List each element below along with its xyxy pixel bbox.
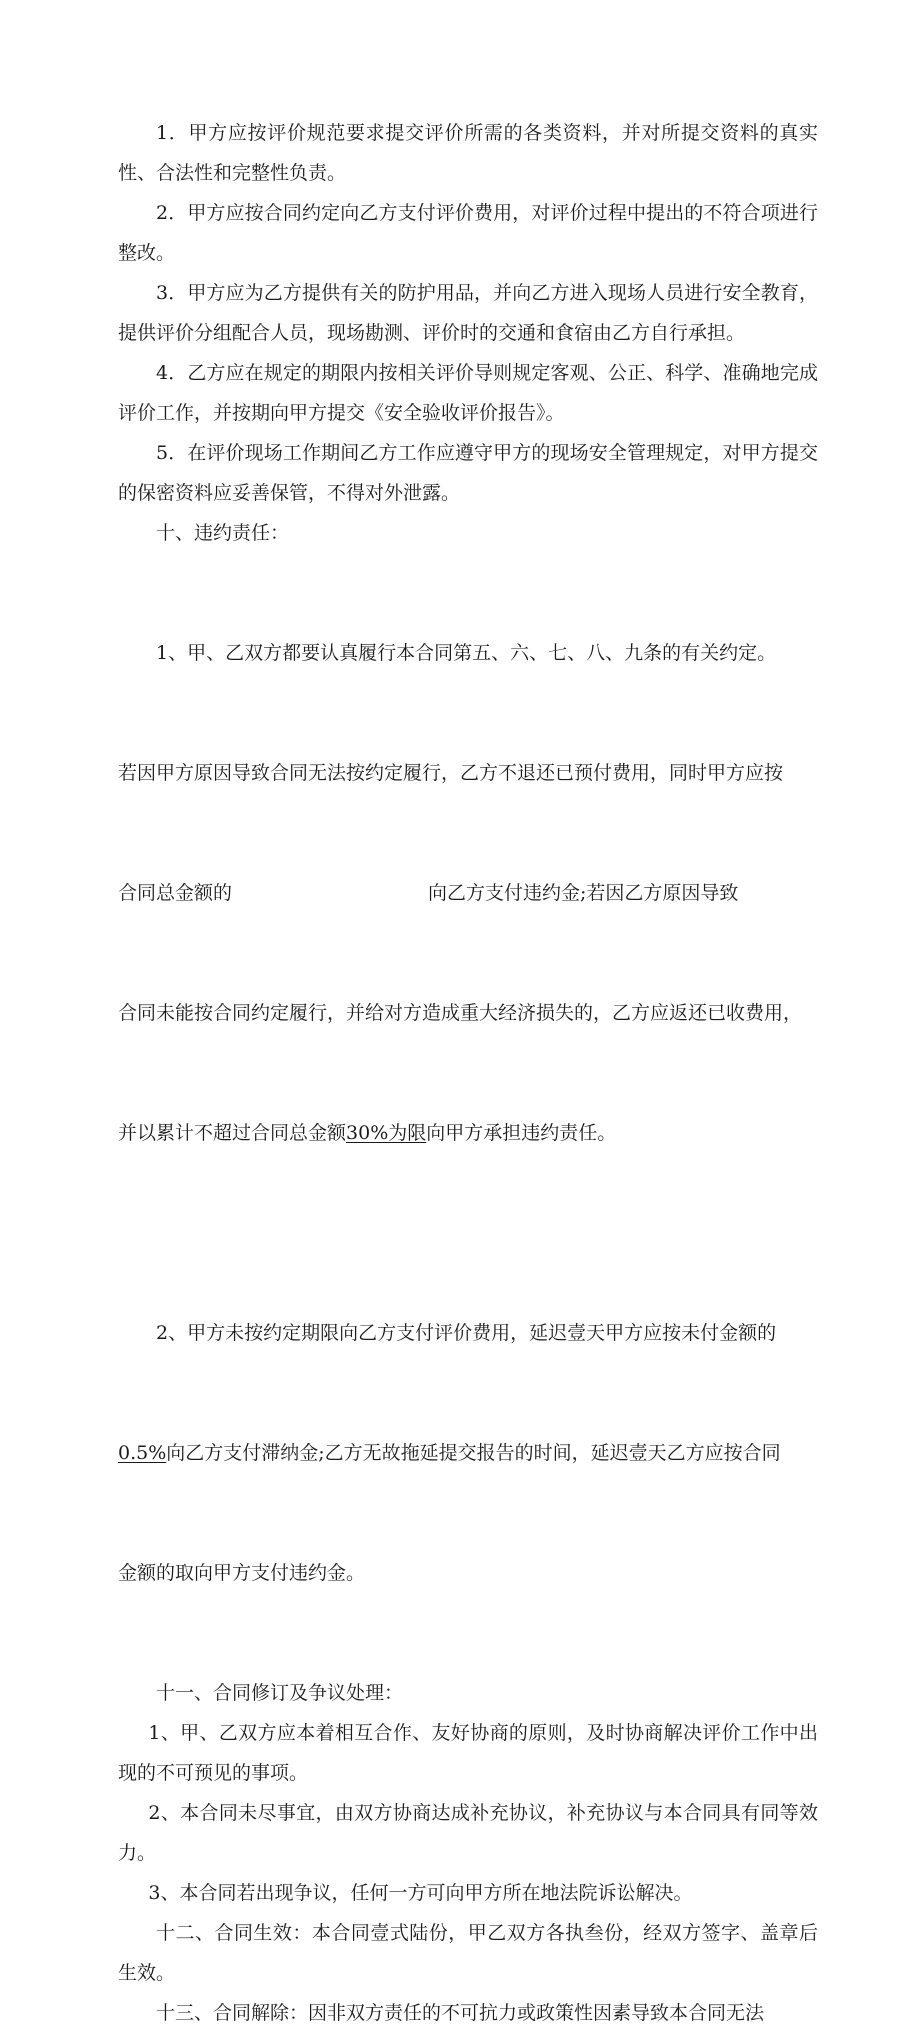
clause-9-4: 4．乙方应在规定的期限内按相关评价导则规定客观、公正、科学、准确地完成评价工作，并按期向甲方提交《安全验收评价报告》。 bbox=[118, 362, 818, 424]
clause-9-1: 1．甲方应按评价规范要求提交评价所需的各类资料，并对所提交资料的真实性、合法性和完整性负责。 bbox=[118, 122, 818, 184]
clause-11-1: 1、甲、乙双方应本着相互合作、友好协商的原则，及时协商解决评价工作中出现的不可预见的事项。 bbox=[118, 1722, 818, 1784]
clause-10-2 bbox=[118, 1233, 818, 1673]
clause-10-1-line-1: 1、甲、乙双方都要认真履行本合同第五、六、七、八、九条的有关约定。 bbox=[156, 642, 777, 664]
section-12: 十二、合同生效：本合同壹式陆份，甲乙双方各执叁份，经双方签字、盖章后生效。 bbox=[118, 1922, 818, 1984]
clause-10-1-line-5-a: 并以累计不超过合同总金额 bbox=[118, 1122, 347, 1144]
clause-11-2: 2、本合同未尽事宜，由双方协商达成补充协议，补充协议与本合同具有同等效力。 bbox=[118, 1802, 818, 1864]
clause-11-3: 3、本合同若出现争议，任何一方可向甲方所在地法院诉讼解决。 bbox=[148, 1882, 693, 1904]
clause-10-2-line-3: 金额的取向甲方支付违约金。 bbox=[118, 1562, 366, 1584]
clause-10-1-line-4: 合同未能按合同约定履行，并给对方造成重大经济损失的，乙方应返还已收费用， bbox=[118, 1002, 803, 1024]
document-page bbox=[118, 113, 818, 2033]
section-11-title: 十一、合同修订及争议处理： bbox=[156, 1682, 404, 1704]
clause-10-2-line-1: 2、甲方未按约定期限向乙方支付评价费用，延迟壹天甲方应按未付金额的 bbox=[156, 1322, 777, 1344]
late-fee-rate: 0.5% bbox=[118, 1442, 167, 1464]
section-13: 十三、合同解除：因非双方责任的不可抗力或政策性因素导致本合同无法 bbox=[156, 2002, 765, 2024]
clause-10-1-line-5 bbox=[118, 1113, 818, 1153]
clause-10-1-line-3 bbox=[118, 873, 818, 913]
clause-10-1-line-3-a: 合同总金额的 bbox=[118, 882, 233, 904]
clause-10-2-line-2-b: 向乙方支付滞纳金;乙方无故拖延提交报告的时间，延迟壹天乙方应按合同 bbox=[166, 1442, 781, 1464]
clause-9-2: 2．甲方应按合同约定向乙方支付评价费用，对评价过程中提出的不符合项进行整改。 bbox=[118, 202, 818, 264]
clause-10-1 bbox=[118, 553, 818, 1233]
clause-10-1-line-3-b: 向乙方支付违约金;若因乙方原因导致 bbox=[428, 882, 739, 904]
clause-10-1-line-2: 若因甲方原因导致合同无法按约定履行，乙方不退还已预付费用，同时甲方应按 bbox=[118, 762, 784, 784]
clause-10-2-line-2 bbox=[118, 1433, 818, 1473]
clause-10-1-line-5-b: 向甲方承担违约责任。 bbox=[426, 1122, 617, 1144]
clause-9-5: 5．在评价现场工作期间乙方工作应遵守甲方的现场安全管理规定，对甲方提交的保密资料应妥善保管，不得对外泄露。 bbox=[118, 442, 818, 504]
cap-percentage: 30%为限 bbox=[346, 1122, 427, 1144]
section-10-title: 十、违约责任： bbox=[156, 522, 290, 544]
clause-9-3: 3．甲方应为乙方提供有关的防护用品，并向乙方进入现场人员进行安全教育，提供评价分组配合人员，现场勘测、评价时的交通和食宿由乙方自行承担。 bbox=[118, 282, 818, 344]
